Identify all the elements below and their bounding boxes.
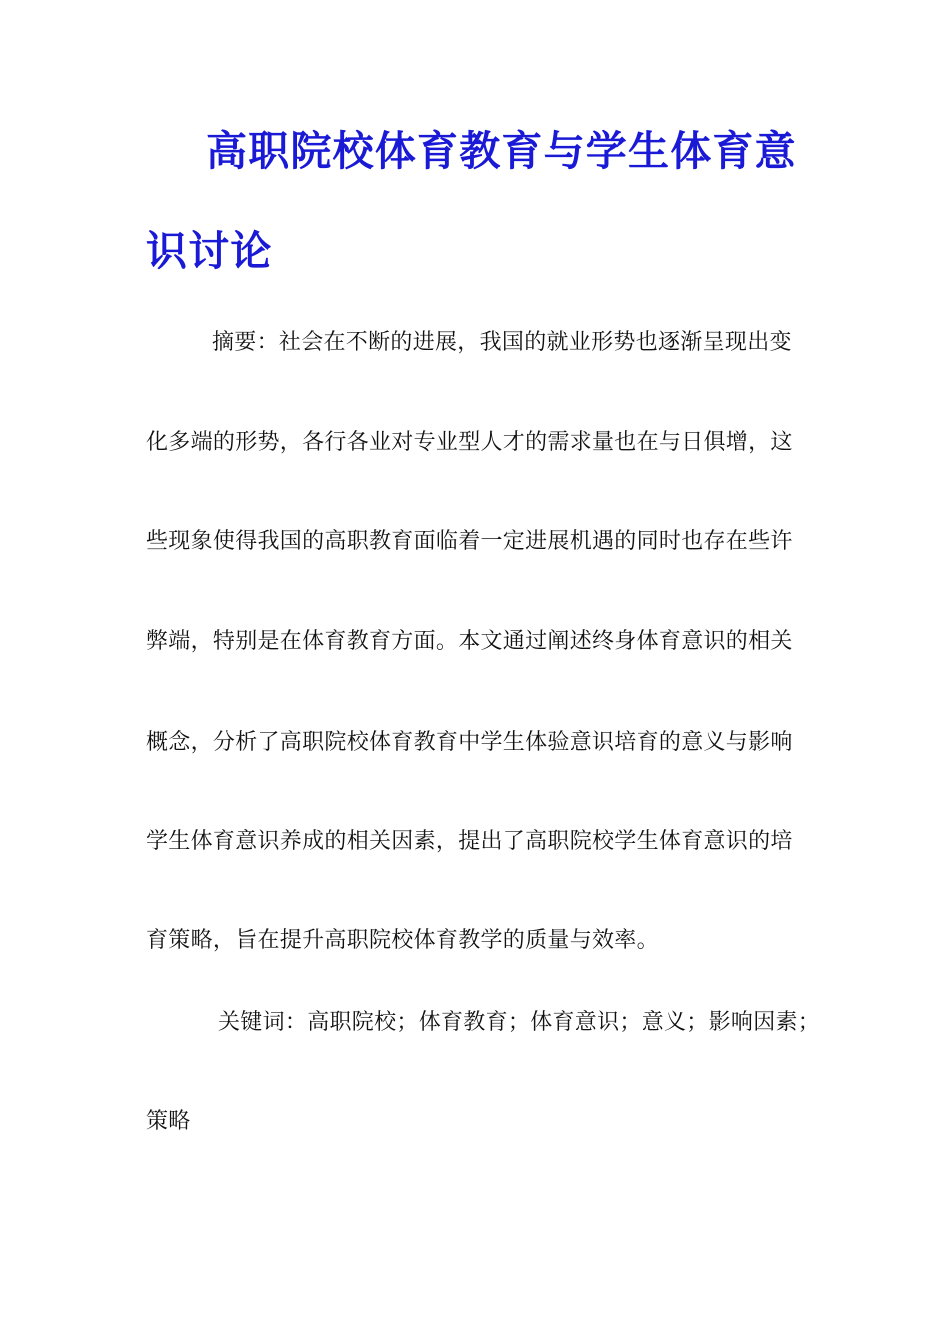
- abstract-line-2: 化多端的形势，各行各业对专业型人才的需求量也在与日俱增，这: [146, 430, 793, 455]
- keywords-line-2: 策略: [146, 1109, 191, 1134]
- abstract-line-3: 些现象使得我国的高职教育面临着一定进展机遇的同时也存在些许: [146, 529, 793, 554]
- document-title-line-2: 识讨论: [146, 227, 273, 275]
- abstract-line-7: 育策略，旨在提升高职院校体育教学的质量与效率。: [146, 928, 659, 953]
- keywords-line-1: 关键词：高职院校；体育教育；体育意识；意义；影响因素；: [218, 1010, 821, 1035]
- abstract-line-4: 弊端，特别是在体育教育方面。本文通过阐述终身体育意识的相关: [146, 629, 793, 654]
- abstract-line-1: 摘要：社会在不断的进展，我国的就业形势也逐渐呈现出变: [212, 330, 792, 355]
- abstract-line-6: 学生体育意识养成的相关因素，提出了高职院校学生体育意识的培: [146, 829, 793, 854]
- document-title-line-1: 高职院校体育教育与学生体育意: [206, 127, 797, 175]
- abstract-line-5: 概念，分析了高职院校体育教育中学生体验意识培育的意义与影响: [146, 730, 793, 755]
